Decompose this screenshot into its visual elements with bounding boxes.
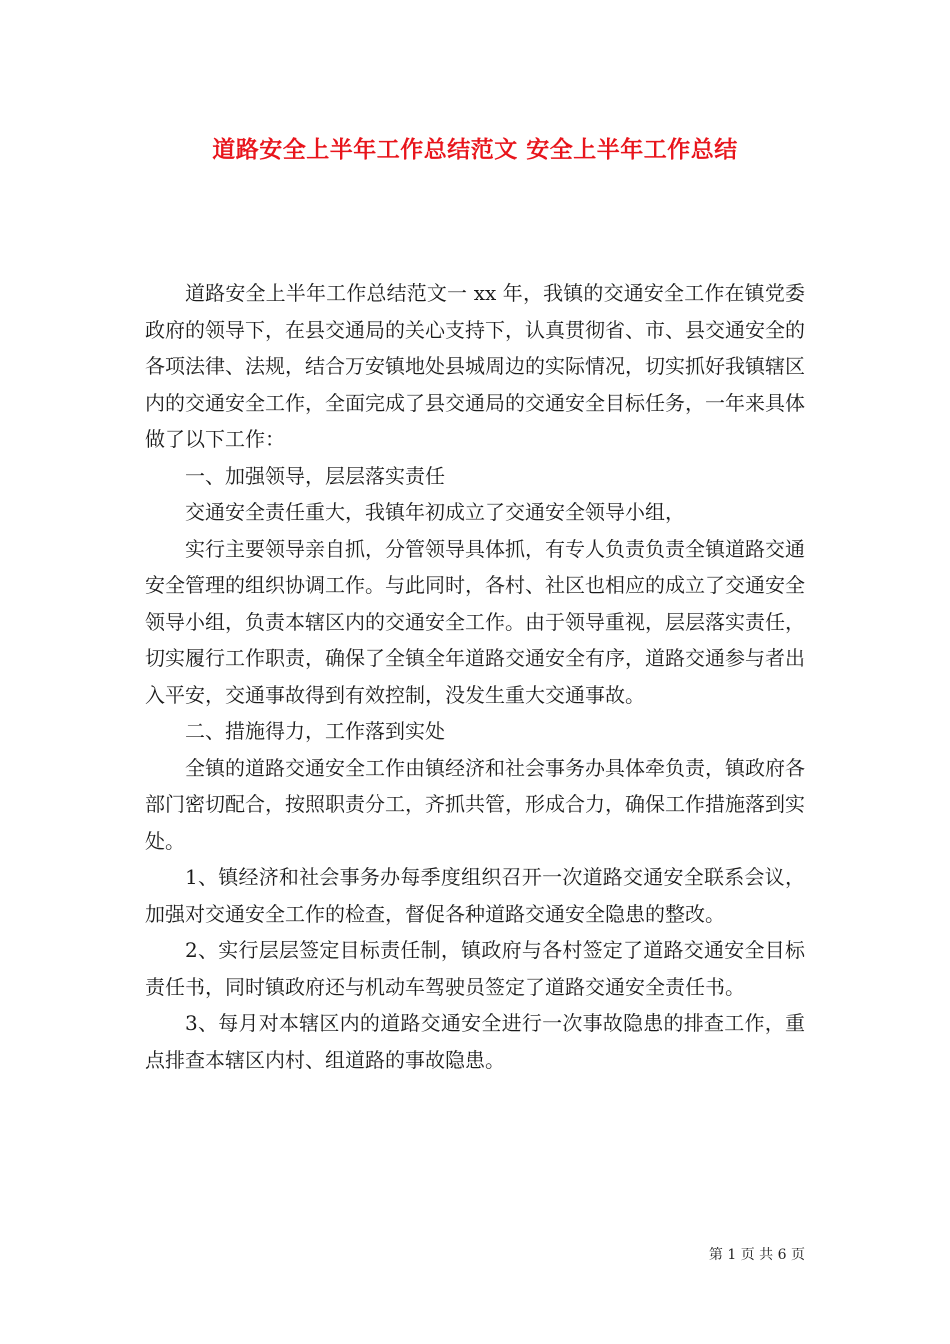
section-heading-1: 一、加强领导，层层落实责任 xyxy=(185,463,445,488)
page-number-footer: 第 1 页 共 6 页 xyxy=(708,1247,805,1263)
document-body xyxy=(145,275,805,1078)
list-item-2: 2、实行层层签定目标责任制，镇政府与各村签定了道路交通安全目标责任书，同时镇政府还与机动车驾驶员签定了道路交通安全责任书。 xyxy=(145,938,805,999)
paragraph: 实行主要领导亲自抓，分管领导具体抓，有专人负责负责全镇道路交通安全管理的组织协调工作。与此同时，各村、社区也相应的成立了交通安全领导小组，负责本辖区内的交通安全工作。由于领导重视，层层落实责任，切实履行工作职责，确保了全镇全年道路交通安全有序，道路交通参与者出入平安，交通事故得到有效控制，没发生重大交通事故。 xyxy=(145,536,805,707)
list-item-3: 3、每月对本辖区内的道路交通安全进行一次事故隐患的排查工作，重点排查本辖区内村、组道路的事故隐患。 xyxy=(145,1011,805,1072)
section-heading-2: 二、措施得力，工作落到实处 xyxy=(185,719,445,743)
paragraph: 交通安全责任重大，我镇年初成立了交通安全领导小组， xyxy=(185,500,685,524)
paragraph: 全镇的道路交通安全工作由镇经济和社会事务办具体牵负责，镇政府各部门密切配合，按照职责分工，齐抓共管，形成合力，确保工作措施落到实处。 xyxy=(145,755,805,853)
list-item-1: 1、镇经济和社会事务办每季度组织召开一次道路交通安全联系会议，加强对交通安全工作的检查，督促各种道路交通安全隐患的整改。 xyxy=(145,865,805,926)
paragraph-intro: 道路安全上半年工作总结范文一 xx 年，我镇的交通安全工作在镇党委政府的领导下，在县交通局的关心支持下，认真贯彻省、市、县交通安全的各项法律、法规，结合万安镇地处县城周边的实际情况，切实抓好我镇辖区内的交通安全工作，全面完成了县交通局的交通安全目标任务，一年来具体做了以下工作： xyxy=(145,281,805,451)
document-title: 道路安全上半年工作总结范文 安全上半年工作总结 xyxy=(212,136,738,163)
